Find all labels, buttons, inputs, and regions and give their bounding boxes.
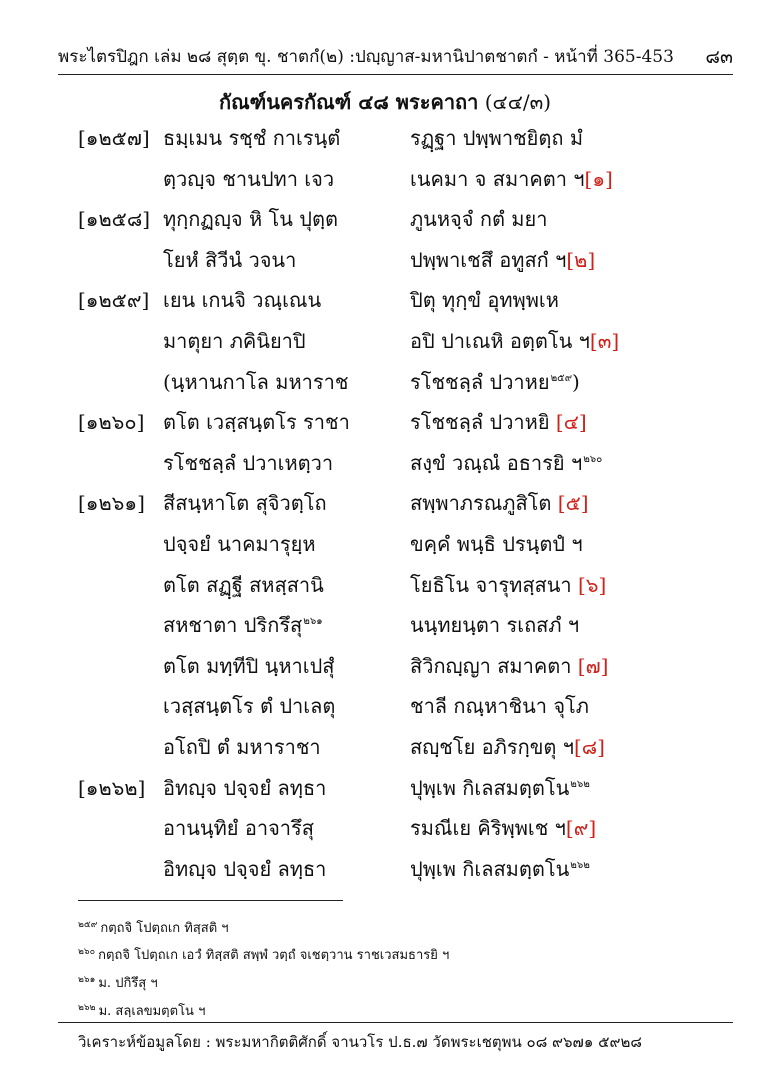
pada-text: อานนฺทิยํ อาจารึสุ [163, 816, 314, 841]
verse-pada-first [163, 160, 334, 198]
section-title-count: (๔๔/๓) [484, 90, 552, 114]
verse-pada-second [410, 363, 580, 401]
verse-line [0, 322, 770, 360]
verse-pada-second [410, 119, 583, 157]
footnote-number: ๒๖๒ [78, 1003, 96, 1013]
verse-pada-second [410, 687, 589, 725]
pada-text: อโถปิ ตํ มหาราชา [163, 735, 321, 759]
verse-reference: [๗] [577, 653, 609, 678]
pada-text: ทุกฺกฏญฺจ หิ โน ปุตฺต [163, 207, 338, 232]
verse-pada-first [163, 403, 350, 441]
footnote-number: ๒๖๐ [78, 947, 96, 957]
verse-number: [๑๒๖๐] [78, 410, 145, 435]
footnote-item [78, 972, 158, 993]
verse-line [0, 119, 770, 157]
pada-text: ปจฺจยํ นาคมารุยฺห [163, 532, 316, 556]
verse-pada-first [163, 241, 296, 279]
verse-line [0, 728, 770, 766]
pada-text: อิทญฺจ ปจฺจยํ ลทฺธา [163, 856, 327, 881]
pada-text: สีสนฺหาโต สุจิวตฺโถ [163, 491, 327, 516]
footnote-divider [78, 900, 343, 901]
verse-line [0, 363, 770, 401]
verse-pada-first [163, 687, 335, 725]
footnote-text: กตฺถจิ โปตฺถเก เอวํ ทิสฺสติ สพฺพํ วตฺถํ จเชตฺวาน ราชเวสมธารยิ ฯ [98, 948, 450, 963]
page-footer: วิเคราะห์ข้อมูลโดย : พระมหากิตติศักดิ์ จานวโร ป.ธ.๗ วัดพระเชตุพน ๐๘ ๙๖๗๑ ๕๙๒๘ [78, 1033, 642, 1051]
verse-pada-first [163, 200, 338, 238]
footnote-marker[interactable]: ๒๕๙ [550, 372, 573, 384]
section-title-main: กัณฑ์นครกัณฑ์ ๔๘ พระคาถา [218, 90, 479, 114]
footnote-item [78, 917, 229, 938]
verse-line [0, 769, 770, 807]
verse-line [0, 687, 770, 725]
pada-text: อปิ ปาเณหิ อตฺตโน ฯ [410, 329, 590, 353]
verse-pada-second [410, 444, 602, 482]
verse-pada-second [410, 281, 559, 319]
pada-text: รโชชลฺลํ ปวาหย [410, 369, 550, 394]
pada-text: เวสฺสนฺตโร ตํ ปาเลตุ [163, 694, 336, 719]
pada-text: สิวิกญฺญา สมาคตา [410, 653, 578, 678]
verse-reference: [๕] [557, 491, 589, 516]
footnote-item [78, 1000, 205, 1021]
verse-line [0, 525, 770, 563]
verse-pada-first [163, 809, 314, 847]
verse-pada-second [410, 403, 587, 441]
pada-text: ตโต เวสฺสนฺตโร ราชา [163, 410, 350, 435]
verse-pada-second [410, 850, 590, 888]
pada-text: เนคมา จ สมาคตา ฯ [410, 166, 585, 191]
pada-text: รฏฺฐา ปพฺพาชยิตฺถ มํ [410, 126, 584, 150]
pada-text: ตฺวญฺจ ชานปทา เจว [163, 166, 335, 191]
verse-pada-first [163, 606, 323, 644]
verse-pada-first [163, 566, 324, 604]
pada-text: เยน เกนจิ วณฺเณน [163, 288, 322, 313]
verse-pada-second [410, 728, 605, 766]
pada-text: โยหํ สิวีนํ วจนา [163, 247, 297, 272]
verse-number: [๑๒๕๙] [78, 288, 150, 313]
verse-pada-first [163, 525, 316, 563]
verse-line [0, 647, 770, 685]
verse-line [0, 484, 770, 522]
verse-pada-second [410, 160, 613, 198]
pada-text: ปพฺพาเชสึ อทูสกํ ฯ [410, 247, 567, 272]
footnote-text: กตฺถจิ โปตฺถเก ทิสฺสติ ฯ [100, 921, 229, 936]
pada-text: ปุพฺเพ กิเลสมตฺตโน [410, 775, 570, 800]
footnote-marker[interactable]: ๒๖๐ [583, 453, 603, 465]
verse-pada-second [410, 647, 608, 685]
pada-text: รโชชลฺลํ ปวาหยิ [410, 410, 556, 435]
pada-text: ตโต มทฺทีปิ นฺหาเปสุํ [163, 653, 335, 678]
verse-line [0, 566, 770, 604]
verse-reference: [๔] [555, 410, 587, 435]
pada-text: สญฺชโย อภิรกฺขตุ ฯ [410, 735, 574, 759]
pada-text: ธมฺเมน รชฺชํ กาเรนฺตํ [163, 126, 341, 150]
pada-text: ขคฺคํ พนฺธิ ปรนฺตปํ ฯ [410, 532, 583, 556]
verse-pada-first [163, 322, 306, 360]
pada-text: ภูนหจฺจํ กตํ มยา [410, 207, 548, 232]
verse-pada-second [410, 769, 590, 807]
verse-number: [๑๒๖๒] [78, 775, 146, 800]
pada-text: มาตุยา ภคินิยาปิ [163, 329, 306, 353]
verse-reference: [๑] [584, 166, 613, 191]
verse-pada-first [163, 484, 327, 522]
header-divider [58, 74, 733, 75]
footnote-number: ๒๖๑ [78, 975, 96, 985]
verse-pada-second [410, 241, 595, 279]
verse-line [0, 281, 770, 319]
footnote-item [78, 944, 449, 965]
page-header [58, 40, 733, 74]
verse-number: [๑๒๕๗] [78, 126, 150, 150]
verse-reference: [๒] [566, 247, 596, 272]
pada-text: ปุพฺเพ กิเลสมตฺตโน [410, 856, 570, 881]
verse-pada-first [163, 281, 321, 319]
pada-text: (นฺหานกาโล มหาราช [163, 369, 349, 394]
verse-line [0, 200, 770, 238]
verse-pada-first [163, 363, 348, 401]
verse-pada-second [410, 525, 583, 563]
footer-divider [58, 1022, 733, 1023]
verse-line [0, 403, 770, 441]
verse-pada-first [163, 647, 335, 685]
pada-text: ปิตุ ทุกฺขํ อุทพฺพเห [410, 288, 559, 313]
verse-pada-second [410, 809, 596, 847]
verse-number: [๑๒๖๑] [78, 491, 145, 516]
verse-reference: [๖] [578, 572, 607, 597]
verse-reference: [๘] [573, 735, 605, 759]
verse-reference: [๙] [565, 816, 597, 841]
verse-pada-second [410, 322, 619, 360]
page-number: ๘๓ [705, 46, 733, 68]
footnote-text: ม. ปกิรึสุ ฯ [98, 976, 158, 991]
pada-text: สพฺพาภรณภูสิโต [410, 491, 558, 516]
verse-pada-first [163, 728, 321, 766]
verse-line [0, 444, 770, 482]
verse-number: [๑๒๕๘] [78, 207, 151, 232]
footnote-marker[interactable]: ๒๖๒ [570, 859, 590, 871]
pada-text: รมณีเย คิริพฺพเช ฯ [410, 816, 566, 841]
pada-text: ตโต สฏฺฐี สหสฺสานิ [163, 572, 324, 597]
verse-pada-first [163, 119, 340, 157]
verse-line [0, 809, 770, 847]
closing-paren: ) [572, 369, 580, 394]
footnote-marker[interactable]: ๒๖๑ [303, 616, 323, 628]
document-title: พระไตรปิฎก เล่ม ๒๘ สุตฺต ขุ. ชาตกํ(๒) :ปญฺญาส-มหานิปาตชาตกํ - หน้าที่ 365-453 [58, 47, 674, 67]
verse-line [0, 850, 770, 888]
footnote-marker[interactable]: ๒๖๒ [570, 778, 590, 790]
verse-pada-second [410, 200, 547, 238]
footnote-number: ๒๕๙ [78, 920, 98, 930]
pada-text: ชาลี กณฺหาชินา จุโภ [410, 694, 589, 719]
verse-pada-second [410, 566, 606, 604]
pada-text: สงฺขํ วณฺณํ อธารยิ ฯ [410, 450, 583, 475]
pada-text: อิทญฺจ ปจฺจยํ ลทฺธา [163, 775, 327, 800]
verse-line [0, 241, 770, 279]
verse-pada-second [410, 484, 589, 522]
section-title [0, 86, 770, 118]
footnote-text: ม. สลฺเลขมตฺตโน ฯ [98, 1004, 206, 1019]
verse-pada-first [163, 769, 326, 807]
verse-reference: [๓] [589, 329, 620, 353]
pada-text: นนฺทยนฺตา รเถสภํ ฯ [410, 613, 580, 638]
pada-text: สหชาตา ปริกรึสุ [163, 613, 303, 638]
verse-line [0, 606, 770, 644]
verse-pada-first [163, 850, 326, 888]
verse-pada-first [163, 444, 333, 482]
verse-line [0, 160, 770, 198]
pada-text: รโชชลฺลํ ปวาเหตฺวา [163, 450, 334, 475]
verse-pada-second [410, 606, 579, 644]
pada-text: โยธิโน จารุทสฺสนา [410, 572, 578, 597]
